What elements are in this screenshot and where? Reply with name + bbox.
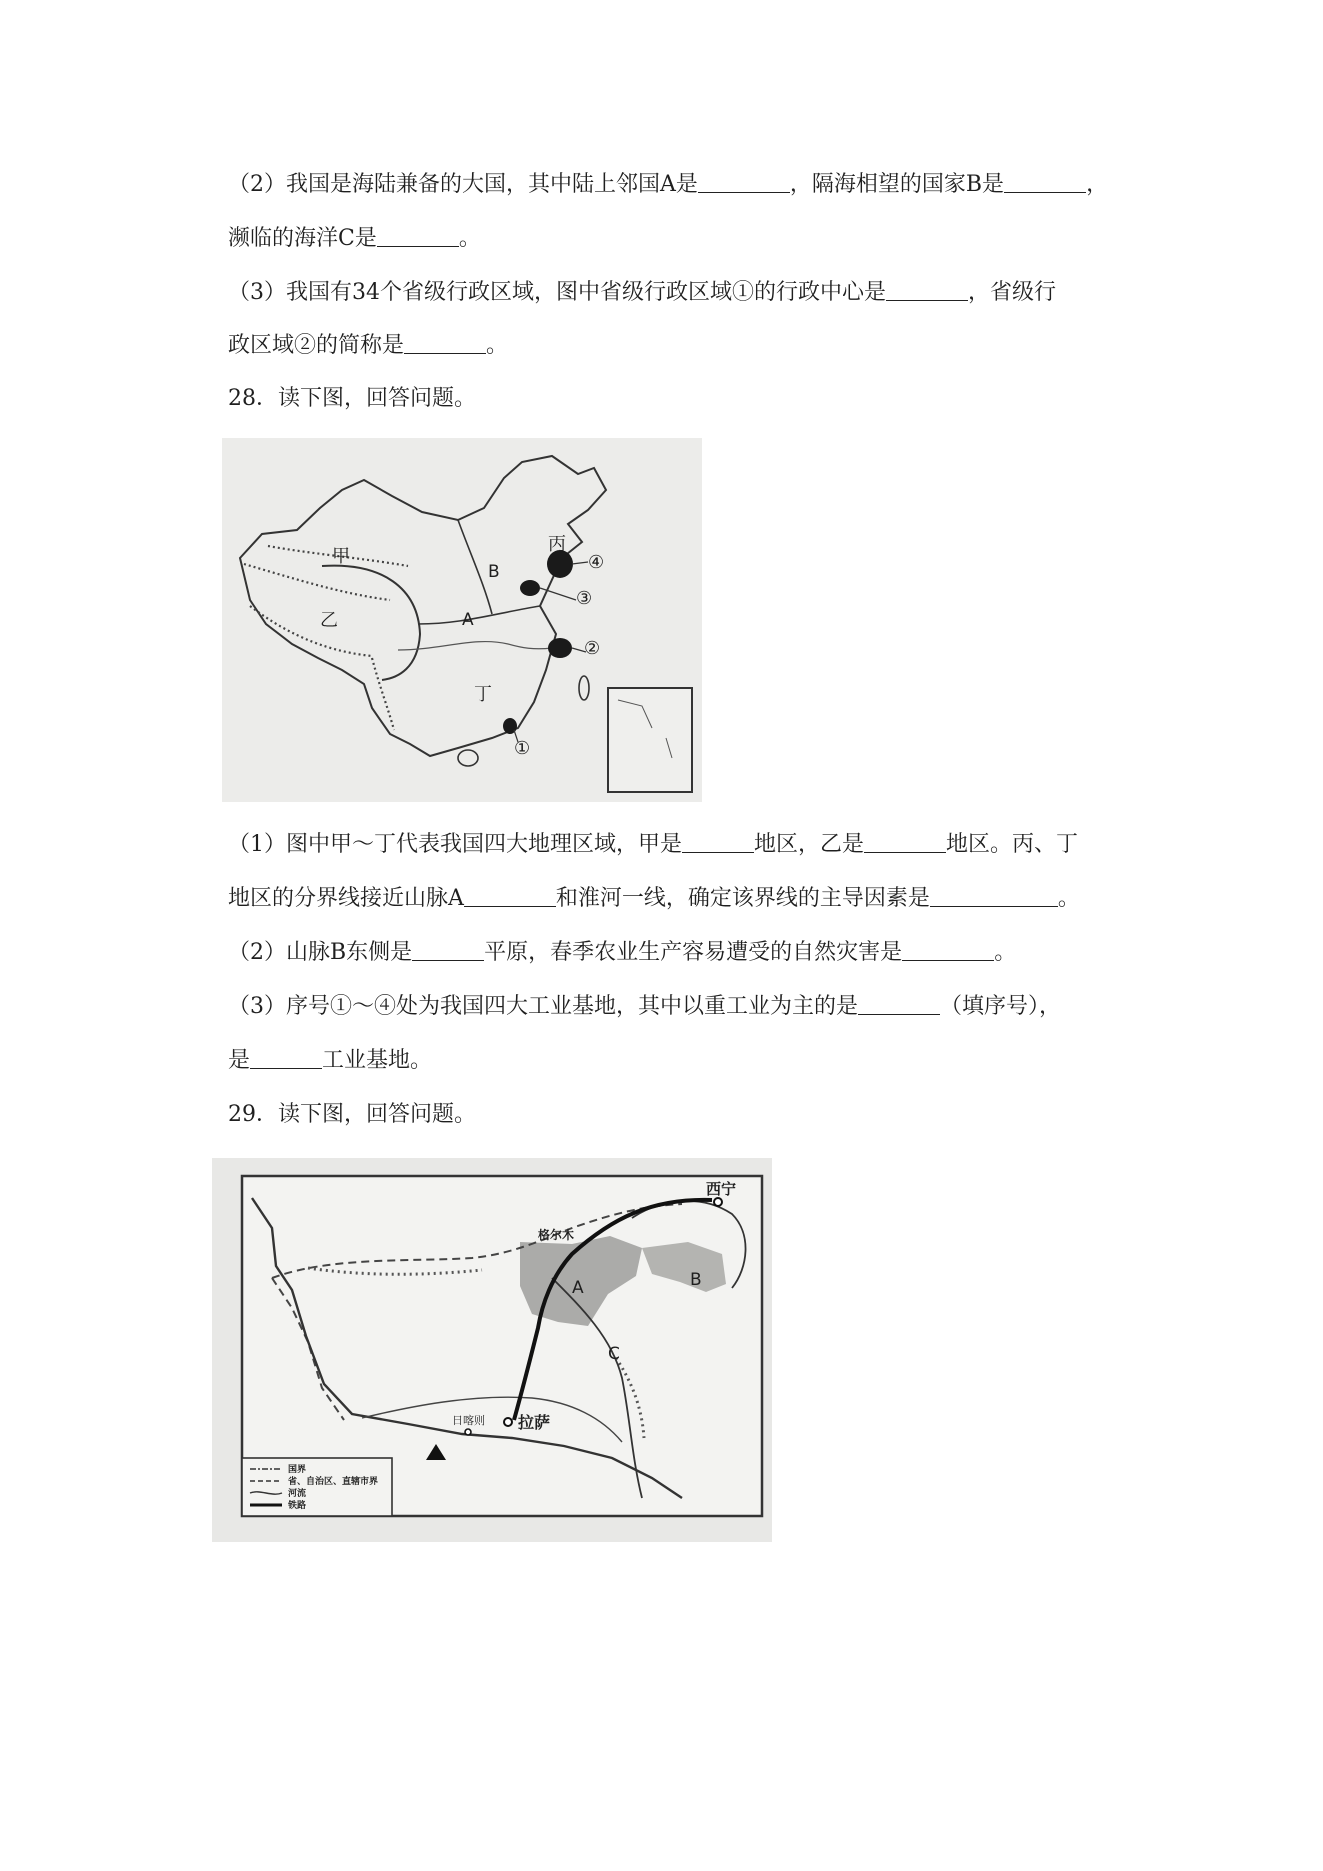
q28-part2-line1	[228, 938, 1016, 968]
q28-heading: 28．读下图，回答问题。	[228, 386, 476, 411]
q29-tibet-qinghai-map	[212, 1158, 772, 1542]
q27-p3-text-c: 政区域②的简称是	[228, 333, 405, 358]
city-label-xining: 西宁	[706, 1180, 737, 1198]
legend-box	[242, 1458, 392, 1516]
city-label-rikaze: 日喀则	[452, 1414, 485, 1427]
city-marker-rikaze	[465, 1429, 471, 1435]
city-marker-lasa	[504, 1418, 512, 1426]
q28-p3-text-b: （填序号），	[940, 994, 1062, 1019]
river-label-c: C	[608, 1344, 620, 1364]
base-number-3: ③	[576, 588, 593, 609]
q28-p1-text-e: 和淮河一线，确定该界线的主导因素是	[555, 886, 930, 911]
answer-blank[interactable]	[930, 884, 1058, 907]
q27-part3-line1	[228, 278, 1056, 308]
q27-part2-line1	[228, 170, 1108, 200]
city-label-lasa: 拉萨	[518, 1413, 551, 1432]
q28-part3-line2	[228, 1046, 432, 1076]
q27-part3-line2	[228, 331, 508, 361]
q28-p2-text-c: 。	[994, 940, 1017, 965]
q28-p1-text-c: 地区。丙、丁	[946, 832, 1079, 857]
answer-blank[interactable]	[698, 170, 790, 193]
q28-p1-text-a: （1）图中甲～丁代表我国四大地理区域，甲是	[228, 832, 682, 857]
q27-p2-text-d: 濒临的海洋C是	[228, 226, 377, 251]
q28-p3-text-d: 工业基地。	[322, 1048, 433, 1073]
answer-blank[interactable]	[858, 992, 940, 1015]
region-label-ding: 丁	[474, 684, 492, 705]
base-number-2: ②	[584, 638, 601, 659]
answer-blank[interactable]	[377, 224, 459, 247]
legend-label-river: 河流	[288, 1489, 307, 1499]
q28-p1-text-f: 。	[1057, 886, 1080, 911]
legend-label-province: 省、自治区、直辖市界	[288, 1477, 379, 1487]
q28-p1-text-d: 地区的分界线接近山脉A	[228, 886, 464, 911]
base-number-1: ①	[514, 738, 531, 759]
q28-part1-line2	[228, 884, 1080, 914]
q27-p3-text-a: （3）我国有34个省级行政区域，图中省级行政区域①的行政中心是	[228, 280, 886, 305]
industrial-base-2	[548, 638, 572, 658]
region-label-b: B	[690, 1270, 702, 1290]
q28-p1-text-b: 地区，乙是	[754, 832, 865, 857]
q27-p2-text-e: 。	[458, 226, 481, 251]
q27-part2-line2	[228, 224, 481, 254]
answer-blank[interactable]	[1004, 170, 1086, 193]
answer-blank[interactable]	[250, 1046, 322, 1069]
legend-label-border: 国界	[288, 1465, 307, 1475]
answer-blank[interactable]	[886, 278, 968, 301]
q28-p2-text-b: 平原，春季农业生产容易遭受的自然灾害是	[484, 940, 903, 965]
region-label-a: A	[572, 1278, 584, 1298]
q29-heading: 29．读下图，回答问题。	[228, 1102, 476, 1127]
q28-p3-text-c: 是	[228, 1048, 251, 1073]
q28-part1-line1	[228, 830, 1078, 860]
answer-blank[interactable]	[682, 830, 754, 853]
answer-blank[interactable]	[902, 938, 994, 961]
q28-p3-text-a: （3）序号①～④处为我国四大工业基地，其中以重工业为主的是	[228, 994, 858, 1019]
q27-p2-text-c: ，	[1086, 172, 1109, 197]
legend-label-railway: 铁路	[288, 1501, 307, 1511]
industrial-base-3	[520, 580, 540, 596]
q28-part3-line1	[228, 992, 1061, 1022]
city-label-geermu: 格尔木	[538, 1228, 575, 1242]
q27-p2-text-b: ，隔海相望的国家B是	[789, 172, 1005, 197]
answer-blank[interactable]	[464, 884, 556, 907]
region-label-yi: 乙	[320, 610, 338, 631]
city-marker-xining	[714, 1198, 722, 1206]
q28-china-regions-map	[222, 438, 702, 802]
answer-blank[interactable]	[404, 331, 486, 354]
mountain-label-b: B	[488, 562, 500, 582]
answer-blank[interactable]	[412, 938, 484, 961]
base-number-4: ④	[588, 552, 605, 573]
q28-p2-text-a: （2）山脉B东侧是	[228, 940, 413, 965]
answer-blank[interactable]	[864, 830, 946, 853]
q27-p2-text-a: （2）我国是海陆兼备的大国，其中陆上邻国A是	[228, 172, 698, 197]
region-label-bing: 丙	[548, 534, 566, 555]
mountain-label-a: A	[462, 610, 474, 630]
q27-p3-text-d: 。	[486, 333, 509, 358]
region-label-jia: 甲	[332, 546, 350, 567]
q27-p3-text-b: ，省级行	[968, 280, 1057, 305]
south-china-sea-inset	[608, 688, 692, 792]
